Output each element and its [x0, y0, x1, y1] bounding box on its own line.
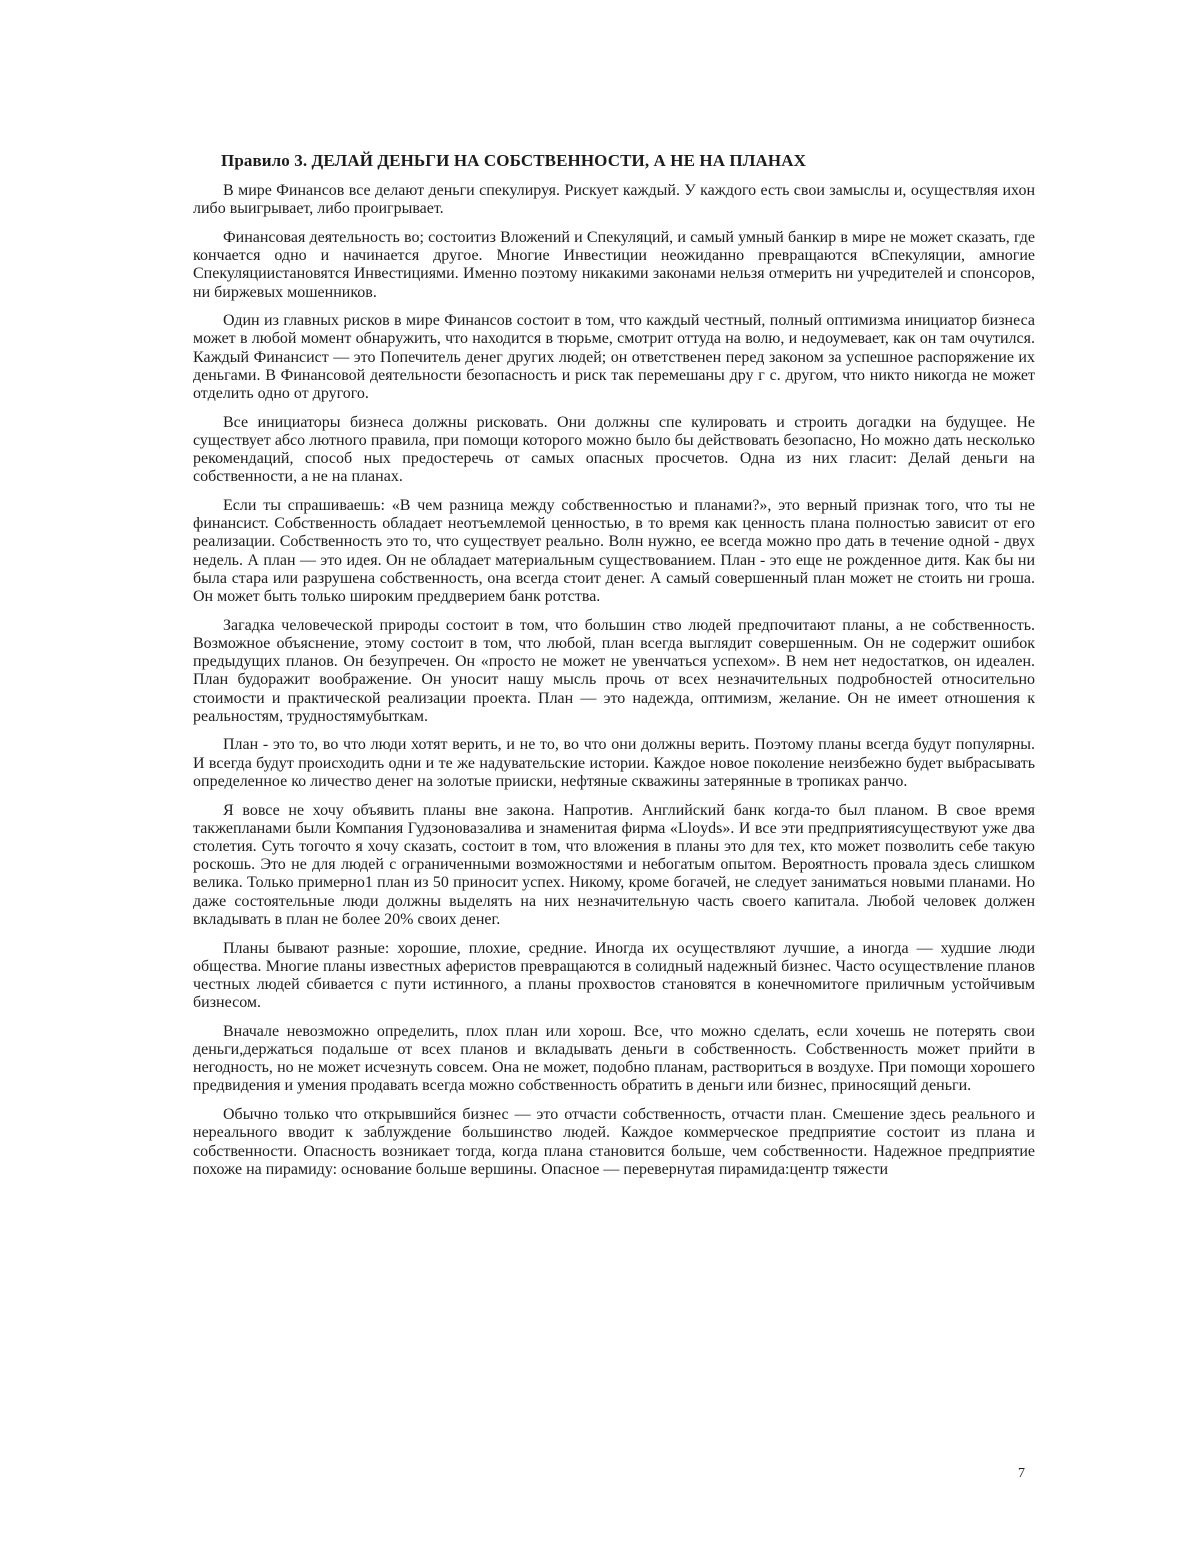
page-content — [193, 150, 1035, 1189]
section-title: Правило 3. ДЕЛАЙ ДЕНЬГИ НА СОБСТВЕННОСТИ, А НЕ НА ПЛАНАХ — [221, 151, 806, 170]
paragraph: Планы бывают разные: хорошие, плохие, средние. Иногда их осуществляют лучшие, а иногда — худшие люди общества. Многие планы известных аферистов превращаются в солидный надежный бизнес. Часто осуществление планов честных людей сбивается с пути истинного, а планы прохвостов становятся в конечномитоге приличным устойчивым бизнесом. — [193, 939, 1035, 1012]
page-number: 7 — [1018, 1466, 1025, 1481]
paragraph: План - это то, во что люди хотят верить, и не то, во что они должны верить. Поэтому планы всегда будут популярны. И всегда будут происходить одни и те же надувательские истории. Каждое новое поколение неизбежно будет выбрасывать определенное ко личество денег на золотые прииски, нефтяные скважины затерянные в тропиках ранчо. — [193, 736, 1035, 790]
paragraph: Загадка человеческой природы состоит в том, что большин ство людей предпочитают планы, а не собственность. Возможное объяснение, этому состоит в том, что любой, план всегда выглядит совершенным. Он не содержит ошибок предыдущих планов. Он безупречен. Он «просто не может не увенчаться успехом». В нем нет недостатков, он идеален. План будоражит воображение. Он уносит нашу мысль прочь от всех незначительных подробностей относительно стоимости и практической реализации проекта. План — это надежда, оптимизм, желание. Он не имеет отношения к реальностям, трудностямубыткам. — [193, 616, 1035, 725]
paragraph: Обычно только что открывшийся бизнес — это отчасти собственность, отчасти план. Смешение здесь реального и нереального вводит к заблуждение большинство людей. Каждое коммерческое предприятие состоит из плана и собственности. Опасность возникает тогда, когда плана становится больше, чем собственности. Надежное предприятие похоже на пирамиду: основание больше вершины. Опасное — перевернутая пирамида:центр тяжести — [193, 1106, 1035, 1178]
paragraph: Я вовсе не хочу объявить планы вне закона. Напротив. Английский банк когда-то был планом. В свое время такжепланами были Компания Гудзоновазалива и знаменитая фирма «Lloyds». И все эти предприятиясуществуют уже два столетия. Суть тогочто я хочу сказать, состоит в том, что вложения в планы это для тех, кто может позволить себе такую роскошь. Это не для людей с ограниченными возможностями и небогатым опытом. Вероятность провала здесь слишком велика. Только примерно1 план из 50 приносит успех. Никому, кроме богачей, не следует заниматься новыми планами. Но даже состоятельные люди должны выделять на них незначительную часть своего капитала. Любой человек должен вкладывать в план не более 20% своих денег. — [193, 801, 1035, 928]
paragraph: Финансовая деятельность во; состоитиз Вложений и Спекуляций, и самый умный банкир в мире не может сказать, где кончается одно и начинается другое. Многие Инвестиции неожиданно превращаются вСпекуляции, амногие Спекуляциистановятся Инвестициями. Именно поэтому никакими законами нельзя отмерить ни учредителей и спонсоров, ни биржевых мошенников. — [193, 228, 1035, 301]
paragraph: Один из главных рисков в мире Финансов состоит в том, что каждый честный, полный оптимизма инициатор бизнеса может в любой момент обнаружить, что находится в тюрьме, смотрит оттуда на волю, и недоумевает, как он там очутился. Каждый Финансист — это Попечитель денег других людей; он ответственен перед законом за успешное распоряжение их деньгами. В Финансовой деятельности безопасность и риск так перемешаны дру г с. другом, что никто никогда не может отделить одно от другого. — [193, 312, 1035, 403]
paragraph: Все инициаторы бизнеса должны рисковать. Они должны спе кулировать и строить догадки на будущее. Не существует абсо лютного правила, при помощи которого можно было бы действовать безопасно, Но можно дать несколько рекомендаций, способ ных предостеречь от самых опасных просчетов. Одна из них гласит: Делай деньги на собственности, а не на планах. — [193, 413, 1035, 486]
paragraph: Если ты спрашиваешь: «В чем разница между собственностью и планами?», это верный признак того, что ты не финансист. Собственность обладает неотъемлемой ценностью, в то время как ценность плана полностью зависит от его реализации. Собственность это то, что существует реально. Волн нужно, ее всегда можно про дать в течение одной - двух недель. А план — это идея. Он не обладает материальным существованием. План - это еще не рожденное дитя. Как бы ни была стара или разрушена собственность, она всегда стоит денег. А самый совершенный план может не стоить ни гроша. Он может быть только широким преддверием банк ротства. — [193, 497, 1035, 606]
paragraph: В мире Финансов все делают деньги спекулируя. Рискует каждый. У каждого есть свои замыслы и, осуществляя ихон либо выигрывает, либо проигрывает. — [193, 182, 1035, 218]
paragraph: Вначале невозможно определить, плох план или хорош. Все, что можно сделать, если хочешь не потерять свои деньги,держаться подальше от всех планов и вкладывать деньги в собственность. Собственность может прийти в негодность, но не может исчезнуть совсем. Она не может, подобно планам, раствориться в воздухе. При помощи хорошего предвидения и умения продавать всегда можно собственность обратить в деньги или бизнес, приносящий деньги. — [193, 1022, 1035, 1095]
